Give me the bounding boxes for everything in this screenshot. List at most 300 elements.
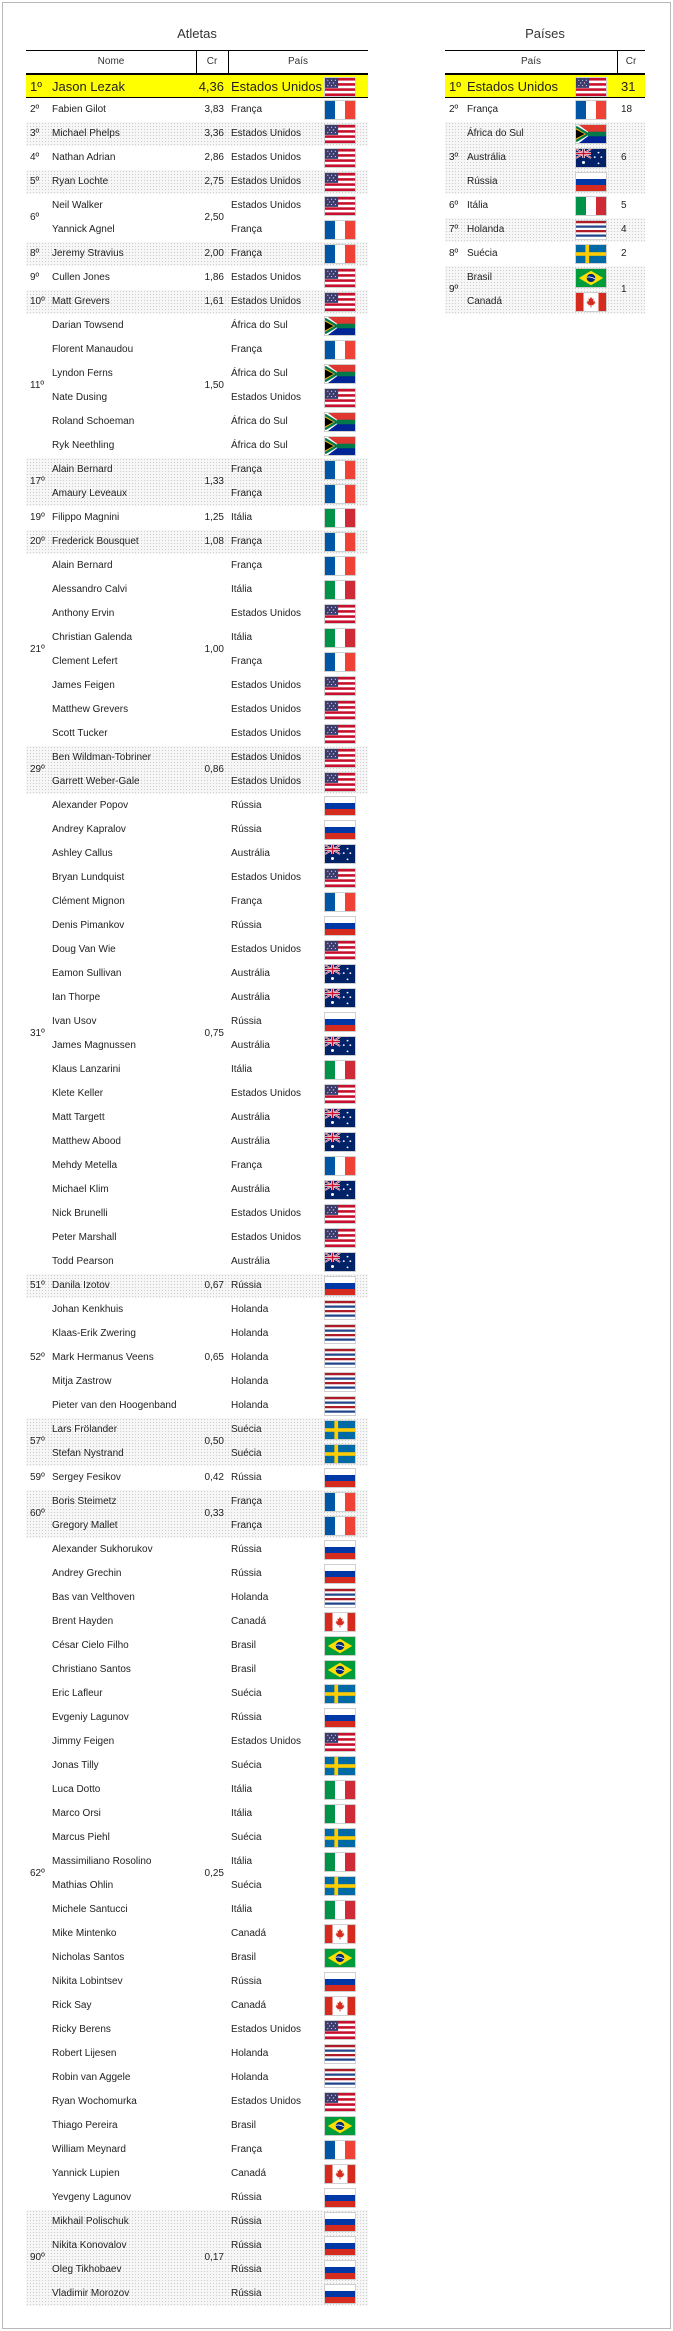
ru-flag-icon: [324, 1564, 356, 1584]
rank-position: 1º: [30, 79, 42, 94]
athlete-name: Alessandro Calvi: [52, 584, 128, 595]
athlete-name: Alain Bernard: [52, 464, 113, 475]
country-name: Estados Unidos: [231, 2024, 302, 2035]
country-name: Estados Unidos: [231, 776, 302, 787]
country-name: Brasil: [231, 1952, 257, 1963]
athlete-name: Evgeniy Lagunov: [52, 1712, 129, 1723]
athlete-name: Matthew Abood: [52, 1136, 121, 1147]
athlete-name: Robert Lijesen: [52, 2048, 117, 2059]
athlete-name: Sergey Fesikov: [52, 1472, 121, 1483]
country-name: Rússia: [231, 1016, 262, 1027]
rank-position: 5º: [30, 176, 40, 187]
athlete-name: Lars Frölander: [52, 1424, 118, 1435]
rank-group: [445, 98, 645, 122]
country-name: Rússia: [231, 1472, 262, 1483]
au-flag-icon: [575, 148, 607, 168]
br-flag-icon: [575, 268, 607, 288]
ru-flag-icon: [324, 2212, 356, 2232]
score: 0,25: [204, 1868, 224, 1879]
score: 31: [621, 79, 636, 94]
country-name: Rússia: [231, 2216, 262, 2227]
ru-flag-icon: [324, 1708, 356, 1728]
country-name: Estados Unidos: [231, 944, 302, 955]
us-flag-icon: [575, 77, 607, 97]
country-name: Estados Unidos: [231, 1736, 302, 1747]
us-flag-icon: [324, 868, 356, 888]
ru-flag-icon: [324, 820, 356, 840]
ru-flag-icon: [324, 2236, 356, 2256]
athlete-name: Neil Walker: [52, 200, 103, 211]
athlete-name: Jonas Tilly: [52, 1760, 99, 1771]
country-name: Suécia: [231, 1424, 262, 1435]
country-name: Itália: [231, 1784, 253, 1795]
country-name: Holanda: [231, 1376, 269, 1387]
score: 4,36: [198, 79, 224, 94]
score: 1,00: [204, 644, 224, 655]
country-name: Estados Unidos: [231, 752, 302, 763]
ru-flag-icon: [575, 172, 607, 192]
us-flag-icon: [324, 172, 356, 192]
ru-flag-icon: [324, 2284, 356, 2304]
rank-group: [445, 122, 645, 194]
country-name: Rússia: [231, 824, 262, 835]
rank-position: 20º: [30, 536, 45, 547]
rank-group: [26, 554, 368, 746]
athlete-name: Mikhail Polischuk: [52, 2216, 129, 2227]
us-flag-icon: [324, 77, 356, 97]
country-name: Estados Unidos: [231, 704, 302, 715]
country-name: Estados Unidos: [231, 680, 302, 691]
country-name: Brasil: [467, 272, 493, 283]
country-name: Itália: [231, 1064, 253, 1075]
athlete-name: Yannick Agnel: [52, 224, 115, 235]
country-name: Austrália: [467, 152, 506, 163]
athlete-name: Eric Lafleur: [52, 1688, 103, 1699]
rank-position: 4º: [30, 152, 40, 163]
country-name: França: [231, 488, 263, 499]
country-name: França: [231, 2144, 263, 2155]
country-name: Holanda: [231, 1304, 269, 1315]
athlete-name: Mehdy Metella: [52, 1160, 118, 1171]
br-flag-icon: [324, 1660, 356, 1680]
rank-group: [26, 194, 368, 242]
fr-flag-icon: [324, 220, 356, 240]
us-flag-icon: [324, 724, 356, 744]
country-name: Austrália: [231, 992, 270, 1003]
rank-position: 21º: [30, 644, 45, 655]
country-name: Austrália: [231, 968, 270, 979]
se-flag-icon: [324, 1684, 356, 1704]
athlete-name: Robin van Aggele: [52, 2072, 131, 2083]
athlete-name: Filippo Magnini: [52, 512, 120, 523]
ca-flag-icon: [324, 1924, 356, 1944]
rank-group: [26, 746, 368, 794]
rank-group: [26, 1538, 368, 2210]
country-name: Estados Unidos: [231, 296, 302, 307]
se-flag-icon: [324, 1756, 356, 1776]
rank-group: [445, 218, 645, 242]
score: 0,65: [204, 1352, 224, 1363]
se-flag-icon: [575, 244, 607, 264]
us-flag-icon: [324, 2020, 356, 2040]
athlete-name: Florent Manaudou: [52, 344, 134, 355]
country-name: Itália: [231, 1856, 253, 1867]
country-name: França: [467, 104, 499, 115]
ru-flag-icon: [324, 2260, 356, 2280]
athlete-name: Amaury Leveaux: [52, 488, 128, 499]
country-name: Suécia: [231, 1832, 262, 1843]
score: 3,83: [204, 104, 224, 115]
country-name: França: [231, 248, 263, 259]
athlete-name: Ryan Wochomurka: [52, 2096, 137, 2107]
athlete-name: Jeremy Stravius: [52, 248, 124, 259]
athlete-name: James Feigen: [52, 680, 115, 691]
us-flag-icon: [324, 676, 356, 696]
athlete-name: Christian Galenda: [52, 632, 133, 643]
score: 1,50: [204, 380, 224, 391]
rank-group: [445, 74, 645, 98]
rank-position: 51º: [30, 1280, 45, 1291]
country-name: Estados Unidos: [231, 1088, 302, 1099]
us-flag-icon: [324, 292, 356, 312]
us-flag-icon: [324, 940, 356, 960]
se-flag-icon: [324, 1444, 356, 1464]
ca-flag-icon: [324, 1996, 356, 2016]
country-name: Brasil: [231, 1640, 257, 1651]
rank-group: [26, 1298, 368, 1418]
za-flag-icon: [324, 436, 356, 456]
score: 0,33: [204, 1508, 224, 1519]
rank-group: [26, 1274, 368, 1298]
score: 2,75: [204, 176, 224, 187]
score: 2: [621, 248, 627, 259]
col-country: País: [287, 56, 308, 67]
country-name: Suécia: [231, 1448, 262, 1459]
country-name: Austrália: [231, 848, 270, 859]
countries-title: Países: [525, 26, 565, 41]
us-flag-icon: [324, 700, 356, 720]
score: 1,33: [204, 476, 224, 487]
athlete-name: César Cielo Filho: [52, 1640, 129, 1651]
athlete-name: Klaas-Erik Zwering: [52, 1328, 136, 1339]
rank-position: 9º: [449, 284, 459, 295]
athlete-name: Gregory Mallet: [52, 1520, 118, 1531]
ca-flag-icon: [324, 1612, 356, 1632]
ru-flag-icon: [324, 796, 356, 816]
country-name: Estados Unidos: [231, 728, 302, 739]
country-name: Austrália: [231, 1184, 270, 1195]
rank-position: 57º: [30, 1436, 45, 1447]
br-flag-icon: [324, 1636, 356, 1656]
rank-position: 9º: [30, 272, 40, 283]
it-flag-icon: [324, 628, 356, 648]
ru-flag-icon: [324, 1540, 356, 1560]
athlete-name: James Magnussen: [52, 1040, 136, 1051]
country-name: Canadá: [467, 296, 503, 307]
au-flag-icon: [324, 1036, 356, 1056]
athlete-name: Nikita Konovalov: [52, 2240, 127, 2251]
athlete-name: Brent Hayden: [52, 1616, 114, 1627]
athlete-name: Fabien Gilot: [52, 104, 106, 115]
country-name: África do Sul: [231, 440, 288, 451]
au-flag-icon: [324, 844, 356, 864]
country-name: Estados Unidos: [231, 608, 302, 619]
nl-flag-icon: [324, 1588, 356, 1608]
country-name: Suécia: [467, 248, 498, 259]
athlete-name: Eamon Sullivan: [52, 968, 122, 979]
us-flag-icon: [324, 1732, 356, 1752]
score: 0,86: [204, 764, 224, 775]
nl-flag-icon: [324, 1396, 356, 1416]
ru-flag-icon: [324, 916, 356, 936]
athlete-name: Andrey Grechin: [52, 1568, 122, 1579]
athlete-name: Peter Marshall: [52, 1232, 117, 1243]
country-name: Austrália: [231, 1136, 270, 1147]
fr-flag-icon: [575, 100, 607, 120]
rank-position: 62º: [30, 1868, 45, 1879]
rank-group: [26, 1466, 368, 1490]
country-name: França: [231, 224, 263, 235]
country-name: Canadá: [231, 2000, 267, 2011]
athlete-name: Mathias Ohlin: [52, 1880, 114, 1891]
score: 0,67: [204, 1280, 224, 1291]
country-name: Itália: [231, 1808, 253, 1819]
score: 1: [621, 284, 627, 295]
country-name: Austrália: [231, 1112, 270, 1123]
country-name: Rússia: [231, 2264, 262, 2275]
score: 18: [621, 104, 633, 115]
country-name: Brasil: [231, 1664, 257, 1675]
athlete-name: Marcus Piehl: [52, 1832, 110, 1843]
athlete-name: Nathan Adrian: [52, 152, 116, 163]
za-flag-icon: [324, 364, 356, 384]
athlete-name: Ricky Berens: [52, 2024, 111, 2035]
athlete-name: Mike Mintenko: [52, 1928, 117, 1939]
fr-flag-icon: [324, 460, 356, 480]
country-name: Holanda: [231, 1328, 269, 1339]
athlete-name: Danila Izotov: [52, 1280, 110, 1291]
country-name: Estados Unidos: [231, 2096, 302, 2107]
athlete-name: Ben Wildman-Tobriner: [52, 752, 151, 763]
rank-group: [26, 98, 368, 122]
us-flag-icon: [324, 1204, 356, 1224]
country-name: Estados Unidos: [231, 128, 302, 139]
rank-position: 19º: [30, 512, 45, 523]
br-flag-icon: [324, 1948, 356, 1968]
us-flag-icon: [324, 196, 356, 216]
athlete-name: Ivan Usov: [52, 1016, 97, 1027]
country-name: África do Sul: [231, 320, 288, 331]
athlete-name: Anthony Ervin: [52, 608, 115, 619]
rank-group: [26, 170, 368, 194]
us-flag-icon: [324, 1228, 356, 1248]
fr-flag-icon: [324, 340, 356, 360]
country-name: Holanda: [231, 1400, 269, 1411]
au-flag-icon: [324, 988, 356, 1008]
athlete-name: Jimmy Feigen: [52, 1736, 115, 1747]
fr-flag-icon: [324, 1492, 356, 1512]
score: 2,00: [204, 248, 224, 259]
score: 0,50: [204, 1436, 224, 1447]
fr-flag-icon: [324, 1156, 356, 1176]
country-name: África do Sul: [231, 416, 288, 427]
athlete-name: Michael Klim: [52, 1184, 109, 1195]
athlete-name: Rick Say: [52, 2000, 92, 2011]
country-name: Estados Unidos: [231, 176, 302, 187]
country-name: Holanda: [231, 2072, 269, 2083]
score: 6: [621, 152, 627, 163]
country-name: Estados Unidos: [231, 79, 323, 94]
country-name: França: [231, 560, 263, 571]
country-name: Estados Unidos: [231, 152, 302, 163]
score: 0,42: [204, 1472, 224, 1483]
fr-flag-icon: [324, 1516, 356, 1536]
country-name: França: [231, 104, 263, 115]
country-name: França: [231, 536, 263, 547]
country-name: Itália: [231, 1904, 253, 1915]
rank-group: [26, 242, 368, 266]
country-name: França: [231, 1520, 263, 1531]
score: 4: [621, 224, 627, 235]
col-cr: Cr: [625, 56, 637, 67]
athlete-name: Nate Dusing: [52, 392, 108, 403]
au-flag-icon: [324, 1108, 356, 1128]
country-name: Estados Unidos: [467, 79, 559, 94]
country-name: Suécia: [231, 1880, 262, 1891]
athlete-name: Michael Phelps: [52, 128, 120, 139]
athletes-title: Atletas: [177, 26, 217, 41]
athlete-name: Cullen Jones: [52, 272, 110, 283]
au-flag-icon: [324, 964, 356, 984]
country-name: França: [231, 344, 263, 355]
rank-group: [445, 266, 645, 314]
country-name: Holanda: [231, 1592, 269, 1603]
nl-flag-icon: [324, 1324, 356, 1344]
athlete-name: Marco Orsi: [52, 1808, 101, 1819]
se-flag-icon: [324, 1876, 356, 1896]
country-name: África do Sul: [231, 368, 288, 379]
athlete-name: Yevgeny Lagunov: [52, 2192, 132, 2203]
au-flag-icon: [324, 1132, 356, 1152]
nl-flag-icon: [324, 1372, 356, 1392]
rank-position: 3º: [30, 128, 40, 139]
rank-position: 8º: [449, 248, 459, 259]
country-name: Holanda: [467, 224, 505, 235]
athlete-name: Mark Hermanus Veens: [52, 1352, 154, 1363]
rank-position: 7º: [449, 224, 459, 235]
rank-position: 52º: [30, 1352, 45, 1363]
ca-flag-icon: [575, 292, 607, 312]
score: 1,61: [204, 296, 224, 307]
country-name: Austrália: [231, 1256, 270, 1267]
rank-group: [26, 530, 368, 554]
col-name: Nome: [97, 56, 125, 67]
rank-group: [26, 506, 368, 530]
athlete-name: Christiano Santos: [52, 1664, 131, 1675]
rank-position: 2º: [30, 104, 40, 115]
nl-flag-icon: [324, 1300, 356, 1320]
country-name: Rússia: [231, 1568, 262, 1579]
it-flag-icon: [324, 1060, 356, 1080]
ca-flag-icon: [324, 2164, 356, 2184]
rank-group: [26, 266, 368, 290]
rank-position: 11º: [30, 380, 45, 391]
athlete-name: Andrey Kapralov: [52, 824, 126, 835]
country-name: Itália: [231, 632, 253, 643]
athlete-name: Ian Thorpe: [52, 992, 101, 1003]
fr-flag-icon: [324, 484, 356, 504]
country-name: Rússia: [231, 2288, 262, 2299]
athlete-name: Matt Targett: [52, 1112, 105, 1123]
ru-flag-icon: [324, 1468, 356, 1488]
au-flag-icon: [324, 1180, 356, 1200]
athletes-header: [26, 50, 368, 74]
athlete-name: Clement Lefert: [52, 656, 118, 667]
rank-position: 60º: [30, 1508, 45, 1519]
it-flag-icon: [575, 196, 607, 216]
score: 1,86: [204, 272, 224, 283]
athlete-name: Bas van Velthoven: [52, 1592, 135, 1603]
us-flag-icon: [324, 2092, 356, 2112]
us-flag-icon: [324, 148, 356, 168]
country-name: Canadá: [231, 1616, 267, 1627]
rank-position: 17º: [30, 476, 45, 487]
athlete-name: Alexander Sukhorukov: [52, 1544, 153, 1555]
us-flag-icon: [324, 1084, 356, 1104]
country-name: França: [231, 656, 263, 667]
country-name: Rússia: [231, 800, 262, 811]
athlete-name: Todd Pearson: [52, 1256, 114, 1267]
country-name: Brasil: [231, 2120, 257, 2131]
it-flag-icon: [324, 1780, 356, 1800]
col-cr: Cr: [206, 56, 218, 67]
rank-group: [26, 314, 368, 458]
au-flag-icon: [324, 1252, 356, 1272]
athlete-name: Lyndon Ferns: [52, 368, 113, 379]
country-name: Itália: [231, 584, 253, 595]
col-country: País: [520, 56, 541, 67]
country-name: Rússia: [231, 1712, 262, 1723]
nl-flag-icon: [324, 2068, 356, 2088]
country-name: França: [231, 1496, 263, 1507]
rank-position: 31º: [30, 1028, 45, 1039]
country-name: Rússia: [467, 176, 498, 187]
fr-flag-icon: [324, 244, 356, 264]
nl-flag-icon: [324, 1348, 356, 1368]
ru-flag-icon: [324, 1276, 356, 1296]
country-name: Estados Unidos: [231, 200, 302, 211]
it-flag-icon: [324, 1852, 356, 1872]
country-name: África do Sul: [467, 128, 524, 139]
rank-position: 29º: [30, 764, 45, 775]
athlete-name: Klaus Lanzarini: [52, 1064, 121, 1075]
country-name: Estados Unidos: [231, 392, 302, 403]
country-name: Rússia: [231, 2240, 262, 2251]
score: 1,25: [204, 512, 224, 523]
rank-group: [26, 1418, 368, 1466]
score: 5: [621, 200, 627, 211]
us-flag-icon: [324, 772, 356, 792]
rank-position: 1º: [449, 79, 461, 94]
athlete-name: William Meynard: [52, 2144, 126, 2155]
fr-flag-icon: [324, 100, 356, 120]
score: 3,36: [204, 128, 224, 139]
country-name: Suécia: [231, 1760, 262, 1771]
athlete-name: Denis Pimankov: [52, 920, 125, 931]
athlete-name: Yannick Lupien: [52, 2168, 120, 2179]
col-divider: [228, 51, 229, 73]
country-name: Estados Unidos: [231, 872, 302, 883]
